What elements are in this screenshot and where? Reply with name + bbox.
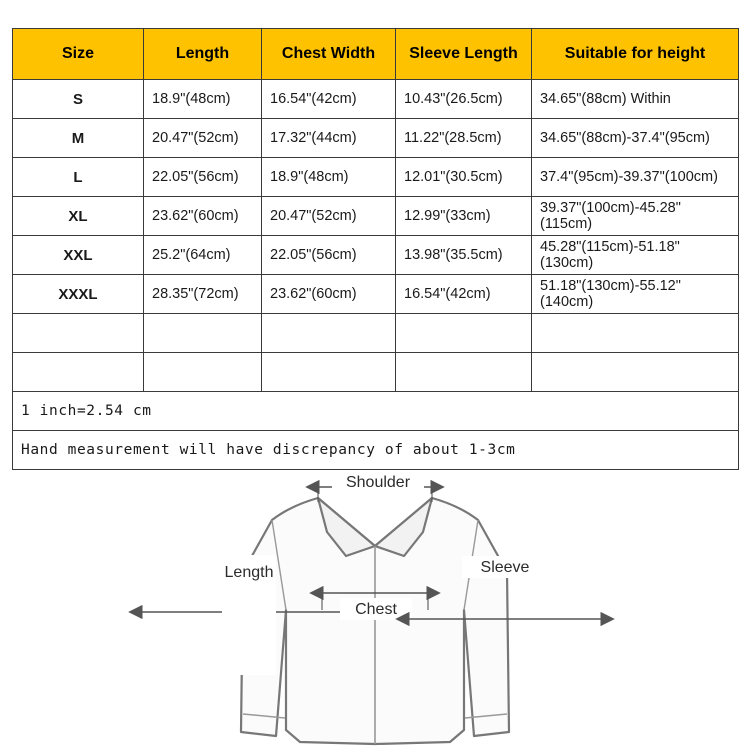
table-row: [13, 119, 739, 158]
label-shoulder: Shoulder: [345, 474, 411, 491]
label-chest: Chest: [355, 601, 397, 618]
cell-empty: [532, 314, 739, 353]
column-header-sleeve-length: Sleeve Length: [396, 29, 532, 80]
size-table: [12, 28, 739, 470]
cell-sleeve-length: 10.43"(26.5cm): [396, 80, 532, 119]
size-table-header: [13, 29, 739, 80]
cell-size: XXL: [13, 236, 144, 275]
table-row-empty: [13, 314, 739, 353]
cell-empty: [396, 353, 532, 392]
table-row-empty: [13, 353, 739, 392]
table-row: [13, 158, 739, 197]
cell-empty: [144, 353, 262, 392]
cell-empty: [262, 314, 396, 353]
cell-empty: [262, 353, 396, 392]
note-inch-conversion: 1 inch=2.54 cm: [13, 392, 739, 431]
cell-sleeve-length: 12.99"(33cm): [396, 197, 532, 236]
table-row: [13, 197, 739, 236]
cell-size: XL: [13, 197, 144, 236]
cell-suitable-height: 37.4"(95cm)-39.37"(100cm): [532, 158, 739, 197]
cell-length: 18.9"(48cm): [144, 80, 262, 119]
cell-empty: [13, 353, 144, 392]
table-row: [13, 80, 739, 119]
size-table-body: [13, 80, 739, 470]
cell-size: S: [13, 80, 144, 119]
table-header-row: [13, 29, 739, 80]
shirt-outline-icon: [241, 498, 509, 744]
table-row: [13, 236, 739, 275]
cell-size: L: [13, 158, 144, 197]
cell-length: 20.47"(52cm): [144, 119, 262, 158]
cell-suitable-height: 45.28"(115cm)-51.18"(130cm): [532, 236, 739, 275]
cell-empty: [144, 314, 262, 353]
garment-measurement-diagram: [0, 460, 750, 750]
cell-suitable-height: 34.65"(88cm) Within: [532, 80, 739, 119]
cell-empty: [396, 314, 532, 353]
cell-chest-width: 20.47"(52cm): [262, 197, 396, 236]
cell-sleeve-length: 16.54"(42cm): [396, 275, 532, 314]
cell-length: 23.62"(60cm): [144, 197, 262, 236]
cell-empty: [13, 314, 144, 353]
table-row: [13, 275, 739, 314]
cell-length: 28.35"(72cm): [144, 275, 262, 314]
cell-length: 22.05"(56cm): [144, 158, 262, 197]
column-header-length: Length: [144, 29, 262, 80]
cell-size: XXXL: [13, 275, 144, 314]
table-row-note: [13, 392, 739, 431]
cell-chest-width: 23.62"(60cm): [262, 275, 396, 314]
column-header-size: Size: [13, 29, 144, 80]
size-table-container: [12, 28, 738, 470]
cell-suitable-height: 51.18"(130cm)-55.12"(140cm): [532, 275, 739, 314]
cell-length: 25.2"(64cm): [144, 236, 262, 275]
cell-empty: [532, 353, 739, 392]
column-header-suitable-height: Suitable for height: [532, 29, 739, 80]
column-header-chest-width: Chest Width: [262, 29, 396, 80]
cell-sleeve-length: 13.98"(35.5cm): [396, 236, 532, 275]
cell-size: M: [13, 119, 144, 158]
cell-sleeve-length: 11.22"(28.5cm): [396, 119, 532, 158]
cell-chest-width: 22.05"(56cm): [262, 236, 396, 275]
cell-chest-width: 18.9"(48cm): [262, 158, 396, 197]
cell-chest-width: 16.54"(42cm): [262, 80, 396, 119]
label-sleeve: Sleeve: [480, 559, 530, 576]
note-measurement-discrepancy: Hand measurement will have discrepancy of about 1-3cm: [13, 431, 739, 470]
cell-chest-width: 17.32"(44cm): [262, 119, 396, 158]
cell-sleeve-length: 12.01"(30.5cm): [396, 158, 532, 197]
cell-suitable-height: 34.65"(88cm)-37.4"(95cm): [532, 119, 739, 158]
label-length: Length: [224, 564, 274, 581]
cell-suitable-height: 39.37"(100cm)-45.28"(115cm): [532, 197, 739, 236]
